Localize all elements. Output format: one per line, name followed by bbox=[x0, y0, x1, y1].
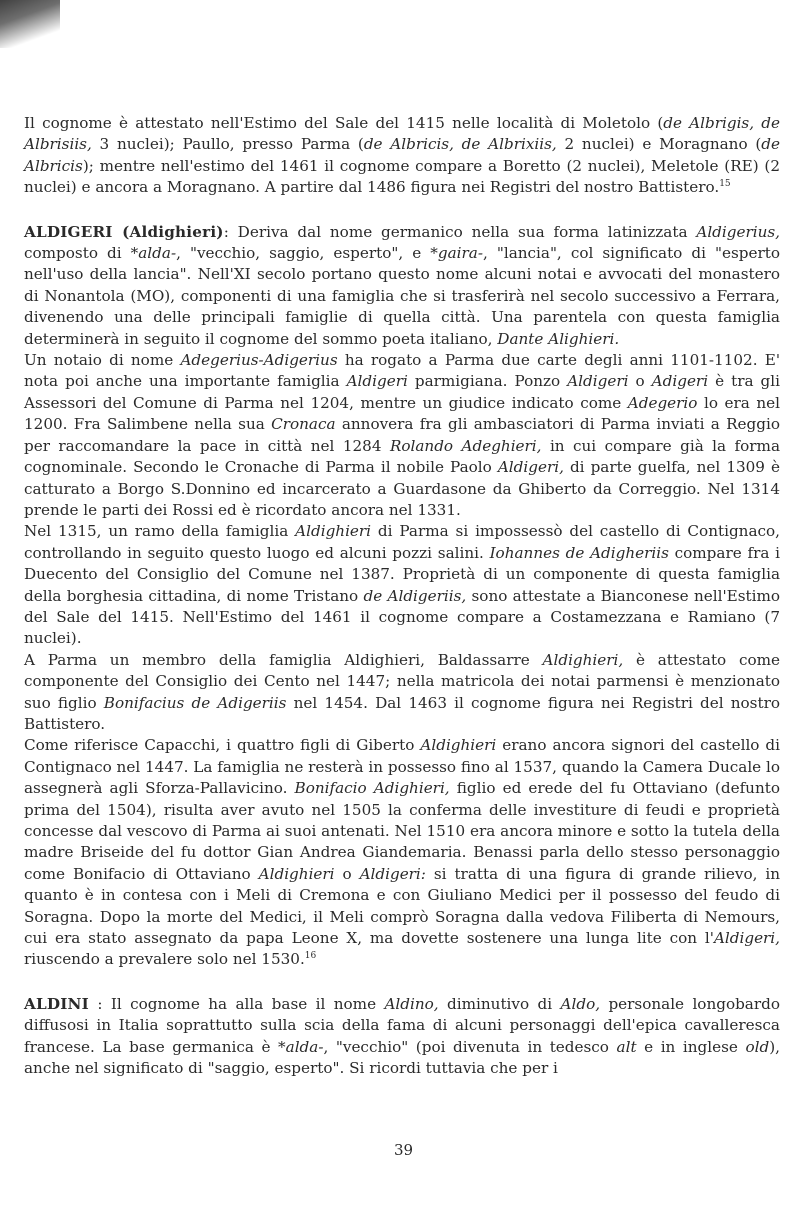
text-run: nel 1454. Dal 1463 il cognome figura nei Registri del nostro Battistero. bbox=[24, 693, 780, 733]
paragraph-p7 bbox=[24, 994, 780, 1080]
text-run: de Albricis, de Albrixiis, bbox=[363, 135, 557, 154]
text-run: Dante Alighieri. bbox=[497, 329, 620, 348]
text-run: parmigiana. Ponzo bbox=[407, 372, 568, 391]
text-run: , "lancia", col significato di "esperto nell'uso della lancia". Nell'XI secolo portano questo nome alcuni notai e avvocati del monastero di Nonantola (MO), componenti di una famiglia che si trasferirà nel secolo successivo a Ferrara, divenendo una delle principali famiglie di quella città. Una parentela con questa famiglia determinerà in seguito il cognome del sommo poeta italiano, bbox=[24, 244, 780, 348]
text-run: *gaira- bbox=[430, 244, 483, 263]
text-run: *alda- bbox=[130, 244, 177, 263]
text-run: compare fra i Duecento del Consiglio del Comune nel 1387. Proprietà di un componente di questa famiglia della borghesia cittadina, di nome Tristano bbox=[24, 543, 780, 605]
text-run: di Parma si impossessò del castello di Contignaco, controllando in seguito questo luogo ed alcuni pozzi salini. bbox=[24, 522, 780, 562]
footnote-ref: 15 bbox=[719, 179, 731, 190]
text-run: e in inglese bbox=[636, 1037, 746, 1056]
text-run: Un notaio di nome bbox=[24, 351, 181, 370]
text-run: Aldigeri, bbox=[713, 929, 780, 948]
text-run: Aldigeri, bbox=[497, 458, 564, 477]
text-run: : Deriva dal nome germanico nella sua forma latinizzata bbox=[223, 222, 697, 241]
text-run: o bbox=[628, 372, 652, 391]
text-run: diminutivo di bbox=[438, 994, 561, 1013]
paragraph-p1 bbox=[24, 113, 780, 199]
text-run: si tratta di una figura di grande rilievo, in quanto è in contesa con i Meli di Cremona e con Giuliano Medici per il possesso del feudo di Soragna. Dopo la morte del Medici, il Meli comprò Soragna dalla vedova Filiberta di Nemours, cui era stato assegnato da papa Leone X, ma dovette sostenere una lunga lite con l' bbox=[24, 864, 780, 948]
text-run: Rolando Adeghieri, bbox=[389, 436, 542, 455]
text-run: Aldigeri bbox=[346, 372, 408, 391]
text-run: , "vecchio, saggio, esperto", e bbox=[176, 244, 431, 263]
text-run: de Aldigeriis, bbox=[363, 586, 467, 605]
text-run: sono attestate a Bianconese nell'Estimo del Sale del 1415. Nell'Estimo del 1461 il cognome compare a Costamezzana e Ramiano (7 nuclei). bbox=[24, 586, 781, 648]
text-run: è attestato come componente del Consiglio dei Cento nel 1447; nella matricola dei notai parmensi è menzionato suo figlio bbox=[24, 650, 780, 712]
text-run: Il cognome è attestato nell'Estimo del Sale del 1415 nelle località di Moletolo ( bbox=[24, 114, 664, 132]
text-run: Come riferisce Capacchi, i quattro figli di Giberto bbox=[24, 736, 421, 755]
text-run: Cronaca bbox=[271, 415, 336, 434]
text-run: Aldo, bbox=[560, 994, 601, 1013]
text-run: Aldighieri bbox=[295, 522, 372, 541]
text-run: Aldighieri, bbox=[542, 650, 624, 669]
text-run: Bonifacio Adighieri, bbox=[294, 779, 450, 798]
text-run: old bbox=[745, 1037, 770, 1056]
paragraph-p4 bbox=[24, 521, 780, 649]
text-run: alt bbox=[616, 1037, 637, 1056]
text-run: , "vecchio" (poi divenuta in tedesco bbox=[323, 1037, 617, 1056]
text-run: in cui compare già la forma cognominale. Secondo le Cronache di Parma il nobile Paolo bbox=[24, 436, 781, 477]
text-run: Aldigerius, bbox=[696, 222, 780, 241]
text-run: figlio ed erede del fu Ottaviano (defunto prima del 1504), risulta aver avuto nel 1505 la conferma delle investiture di feudi e proprietà concesse dal vescovo di Parma ai suoi antenati. Nel 1510 era ancora minore e sotto la tutela della madre Briseide del fu dottor Gian Andrea Giandemaria. Benassi parla dello stesso personaggio come Bonifacio di Ottaviano bbox=[24, 779, 780, 883]
paragraph-p2 bbox=[24, 222, 780, 350]
text-run: de Albricis bbox=[24, 135, 781, 175]
text-run: annovera fra gli ambasciatori di Parma inviati a Reggio per raccomandare la pace in città nel 1284 bbox=[24, 415, 780, 455]
text-run: Iohannes de Adigheriis bbox=[489, 543, 669, 562]
text-run: ha rogato a Parma due carte degli anni 1101-1102. E' nota poi anche una importante famiglia bbox=[24, 351, 781, 391]
text-run: Aldigeri bbox=[567, 372, 629, 391]
text-run: composto di bbox=[24, 244, 131, 263]
paragraph-p5 bbox=[24, 650, 780, 736]
text-run: Nel 1315, un ramo della famiglia bbox=[24, 522, 296, 541]
paragraph-p6 bbox=[24, 735, 780, 970]
entry-heading: ALDIGERI (Aldighieri) bbox=[24, 222, 224, 241]
footnote-ref: 16 bbox=[304, 951, 317, 962]
text-run: di parte guelfa, nel 1309 è catturato a Borgo S.Donnino ed incarcerato a Guardasone da Ghiberto da Correggio. Nel 1314 prende le parti dei Rossi ed è ricordato ancora nel 1331. bbox=[24, 458, 781, 519]
paragraph-p3 bbox=[24, 350, 780, 521]
text-run: Aldigeri: bbox=[359, 864, 426, 883]
text-run: Adegerius-Adigerius bbox=[180, 351, 338, 370]
text-run: *alda- bbox=[278, 1037, 324, 1056]
text-run: lo era nel 1200. Fra Salimbene nella sua bbox=[24, 393, 780, 434]
text-run: erano ancora signori del castello di Contignaco nel 1447. La famiglia ne resterà in possesso fino al 1537, quando la Camera Ducale lo assegnerà agli Sforza-Pallavicino. bbox=[24, 736, 780, 798]
text-run: Bonifacius de Adigeriis bbox=[103, 693, 287, 712]
text-run: 2 nuclei) e Moragnano ( bbox=[556, 135, 762, 154]
text-run: de Albrigis, de Albrisiis, bbox=[24, 114, 780, 154]
text-run: 3 nuclei); Paullo, presso Parma ( bbox=[91, 135, 364, 154]
entry-heading: ALDINI bbox=[24, 994, 89, 1013]
text-run: ); mentre nell'estimo del 1461 il cognome compare a Boretto (2 nuclei), Meletole (RE) (2 nuclei) e ancora a Moragnano. A partire dal 1486 figura nei Registri del nostro Battistero. bbox=[24, 156, 780, 197]
scan-edge-shadow bbox=[0, 0, 60, 48]
text-run: personale longobardo diffusosi in Italia soprattutto sulla scia della fama di alcuni personaggi dell'epica cavalleresca francese. La base germanica è bbox=[24, 994, 780, 1056]
page-number: 39 bbox=[393, 1141, 414, 1159]
text-run: Aldighieri bbox=[420, 736, 497, 755]
text-run: ), anche nel significato di "saggio, esperto". Si ricordi tuttavia che per i bbox=[24, 1037, 780, 1078]
text-run: o bbox=[334, 864, 360, 883]
text-run: è tra gli Assessori del Comune di Parma nel 1204, mentre un giudice indicato come bbox=[24, 372, 780, 412]
text-run: Adigeri bbox=[651, 372, 709, 391]
text-run: Aldino, bbox=[384, 994, 439, 1013]
text-run: : Il cognome ha alla base il nome bbox=[88, 994, 385, 1013]
text-run: A Parma un membro della famiglia Aldighieri, Baldassarre bbox=[24, 650, 543, 669]
page-body-text bbox=[24, 113, 780, 1079]
text-run: Aldighieri bbox=[258, 864, 335, 883]
text-run: Adegerio bbox=[627, 393, 698, 412]
text-run: riuscendo a prevalere solo nel 1530. bbox=[24, 950, 305, 969]
